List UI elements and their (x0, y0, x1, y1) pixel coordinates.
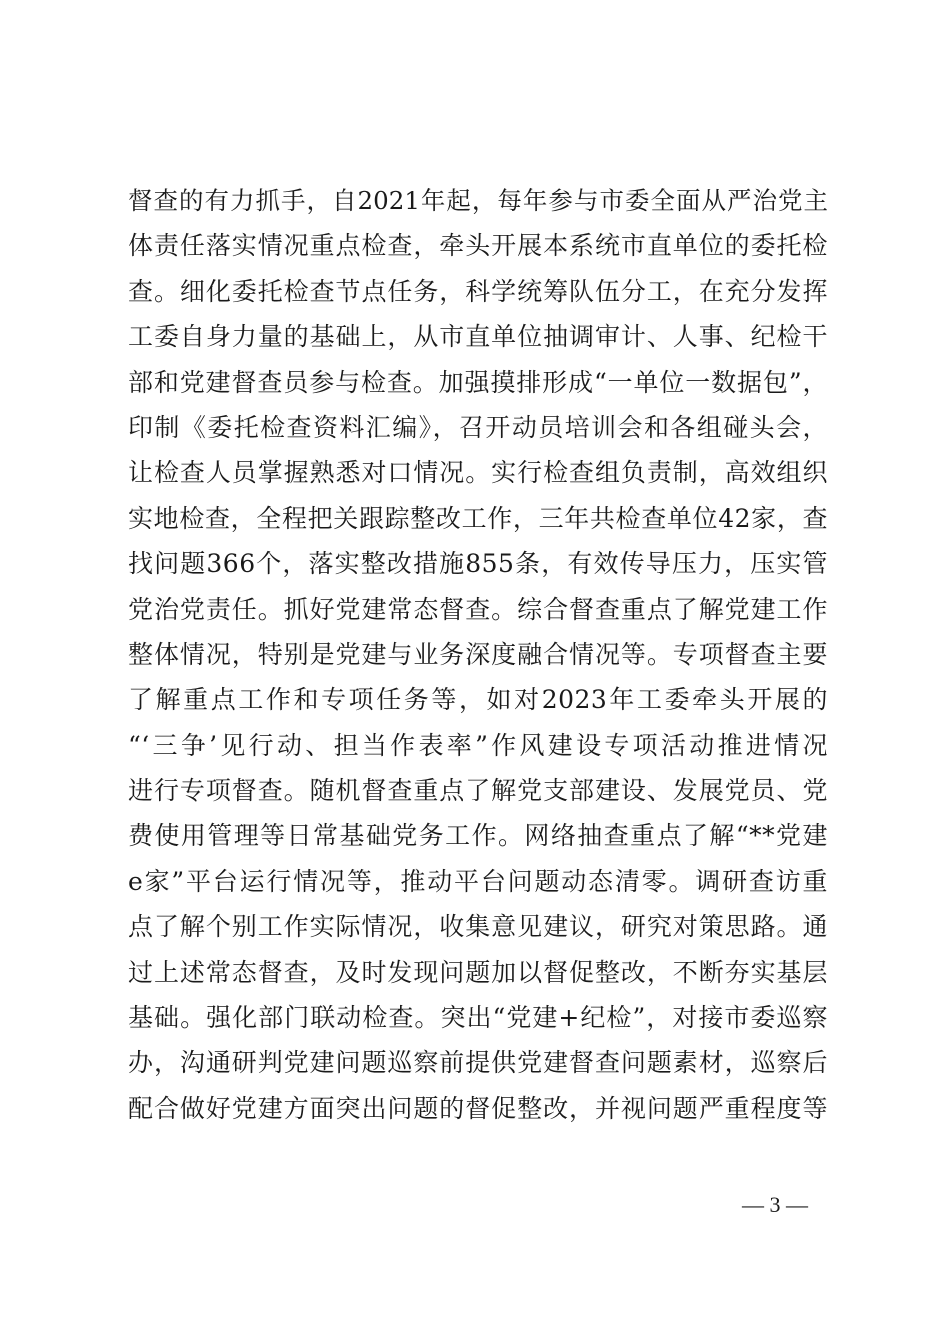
text-line: 点了解个别工作实际情况，收集意见建议，研究对策思路。通 (128, 912, 828, 942)
text-line: 部和党建督查员参与检查。加强摸排形成“一单位一数据包”， (128, 367, 828, 397)
body-paragraph (128, 178, 828, 1131)
page-number: — 3 — (742, 1192, 808, 1217)
text-line: 了解重点工作和专项任务等，如对2023年工委牵头开展的 (128, 685, 828, 715)
text-line: 基础。强化部门联动检查。突出“党建+纪检”，对接市委巡察 (128, 1003, 828, 1033)
text-line: 督查的有力抓手，自2021年起，每年参与市委全面从严治党主 (128, 186, 828, 215)
text-line: e家”平台运行情况等，推动平台问题动态清零。调研查访重 (128, 866, 828, 896)
text-line: 进行专项督查。随机督查重点了解党支部建设、发展党员、党 (128, 776, 828, 806)
text-line: 工委自身力量的基础上，从市直单位抽调审计、人事、纪检干 (128, 322, 828, 352)
text-line: 体责任落实情况重点检查，牵头开展本系统市直单位的委托检 (128, 231, 828, 261)
text-line: 党治党责任。抓好党建常态督查。综合督查重点了解党建工作 (128, 594, 828, 624)
text-line: 查。细化委托检查节点任务，科学统筹队伍分工，在充分发挥 (128, 276, 828, 306)
text-line: 整体情况，特别是党建与业务深度融合情况等。专项督查主要 (128, 639, 828, 669)
text-line: 实地检查，全程把关跟踪整改工作，三年共检查单位42家，查 (128, 503, 828, 533)
text-line: 找问题366个，落实整改措施855条，有效传导压力，压实管 (128, 549, 828, 579)
text-line: 过上述常态督查，及时发现问题加以督促整改，不断夯实基层 (128, 957, 828, 987)
text-line: 印制《委托检查资料汇编》，召开动员培训会和各组碰头会， (128, 412, 828, 442)
text-line: 办，沟通研判党建问题巡察前提供党建督查问题素材，巡察后 (128, 1048, 828, 1078)
text-line: 费使用管理等日常基础党务工作。网络抽查重点了解“**党建 (128, 821, 828, 851)
text-line: “‘三争’见行动、担当作表率”作风建设专项活动推进情况 (128, 730, 828, 760)
text-line: 配合做好党建方面突出问题的督促整改，并视问题严重程度等 (128, 1093, 828, 1123)
text-line: 让检查人员掌握熟悉对口情况。实行检查组负责制，高效组织 (128, 458, 828, 488)
